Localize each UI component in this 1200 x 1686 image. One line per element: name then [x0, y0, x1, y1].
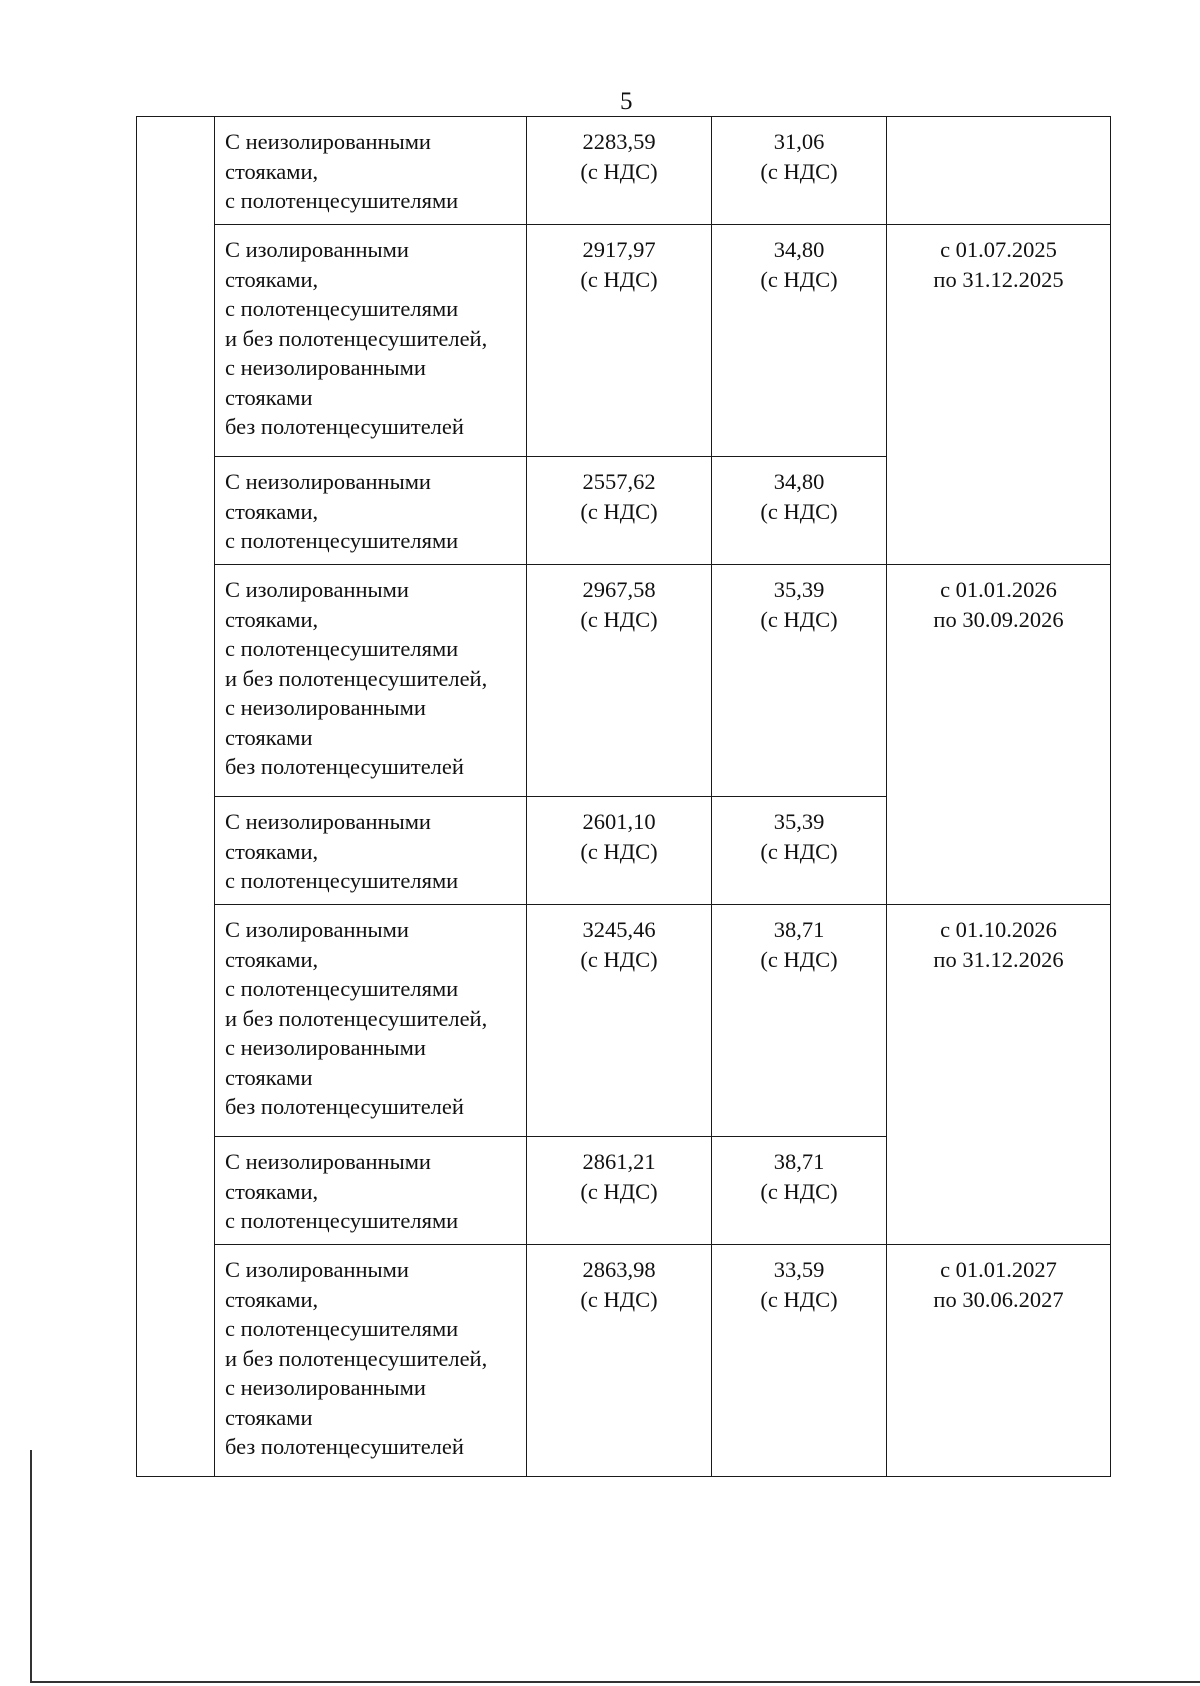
description-cell: С изолированными стояками, с полотенцесушителями и без полотенцесушителей, с неизолированными стояками без полотенцесушителей [215, 905, 527, 1137]
description-cell: С изолированными стояками, с полотенцесушителями и без полотенцесушителей, с неизолированными стояками без полотенцесушителей [215, 1245, 527, 1477]
period-cell: с 01.01.2027 по 30.06.2027 [887, 1245, 1111, 1477]
description-cell: С неизолированными стояками, с полотенцесушителями [215, 457, 527, 565]
page-number: 5 [620, 88, 634, 115]
scan-edge-line [30, 1450, 32, 1682]
table-row [137, 905, 1111, 1137]
price-cell: 2557,62 (с НДС) [527, 457, 712, 565]
price-cell: 2283,59 (с НДС) [527, 117, 712, 225]
period-cell: с 01.01.2026 по 30.09.2026 [887, 565, 1111, 905]
description-cell: С неизолированными стояками, с полотенцесушителями [215, 797, 527, 905]
table-row [137, 225, 1111, 457]
price-cell: 2917,97 (с НДС) [527, 225, 712, 457]
table-row [137, 117, 1111, 225]
period-cell: с 01.07.2025 по 31.12.2025 [887, 225, 1111, 565]
period-cell: с 01.10.2026 по 31.12.2026 [887, 905, 1111, 1245]
rate-cell: 35,39 (с НДС) [712, 797, 887, 905]
price-cell: 2601,10 (с НДС) [527, 797, 712, 905]
number-column-cell [137, 117, 215, 1477]
rate-cell: 38,71 (с НДС) [712, 905, 887, 1137]
rate-cell: 38,71 (с НДС) [712, 1137, 887, 1245]
description-cell: С изолированными стояками, с полотенцесушителями и без полотенцесушителей, с неизолированными стояками без полотенцесушителей [215, 565, 527, 797]
period-cell-empty [887, 117, 1111, 225]
description-cell: С изолированными стояками, с полотенцесушителями и без полотенцесушителей, с неизолированными стояками без полотенцесушителей [215, 225, 527, 457]
rate-cell: 35,39 (с НДС) [712, 565, 887, 797]
rate-cell: 34,80 (с НДС) [712, 225, 887, 457]
rate-cell: 31,06 (с НДС) [712, 117, 887, 225]
price-cell: 3245,46 (с НДС) [527, 905, 712, 1137]
description-cell: С неизолированными стояками, с полотенцесушителями [215, 117, 527, 225]
tariff-table [136, 116, 1111, 1477]
price-cell: 2861,21 (с НДС) [527, 1137, 712, 1245]
rate-cell: 33,59 (с НДС) [712, 1245, 887, 1477]
price-cell: 2967,58 (с НДС) [527, 565, 712, 797]
description-cell: С неизолированными стояками, с полотенцесушителями [215, 1137, 527, 1245]
table-row [137, 1245, 1111, 1477]
price-cell: 2863,98 (с НДС) [527, 1245, 712, 1477]
table-row [137, 565, 1111, 797]
rate-cell: 34,80 (с НДС) [712, 457, 887, 565]
scan-edge-line [30, 1681, 1200, 1683]
